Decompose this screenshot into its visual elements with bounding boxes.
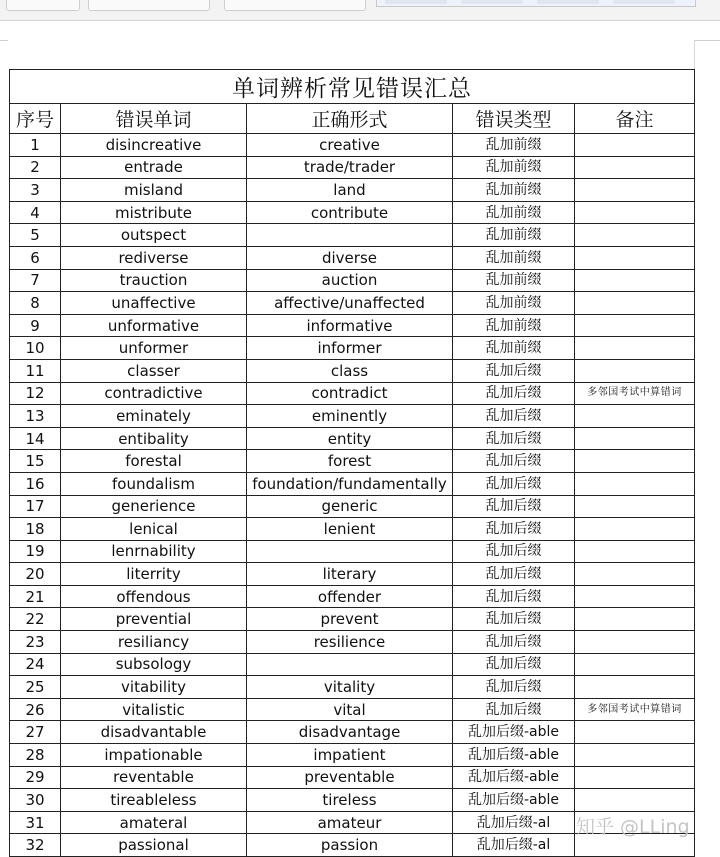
cell-correct-form [247,540,453,563]
table-row [10,653,695,676]
cell-correct-form: passion [247,834,453,857]
cell-wrong-word: mistribute [61,201,247,224]
cell-number: 27 [10,721,61,744]
cell-wrong-word: tireableless [61,789,247,812]
style-chip[interactable] [537,0,599,4]
cell-note [575,563,695,586]
table-row [10,405,695,428]
table-row [10,540,695,563]
cell-note [575,472,695,495]
cell-number: 30 [10,789,61,812]
table-row [10,631,695,654]
cell-wrong-word: entrade [61,156,247,179]
table-row [10,608,695,631]
header-row [10,104,695,134]
table-row [10,382,695,405]
cell-error-type: 乱加后缀-able [453,789,575,812]
cell-correct-form: disadvantage [247,721,453,744]
cell-error-type: 乱加后缀 [453,631,575,654]
cell-note [575,608,695,631]
cell-note [575,766,695,789]
cell-number: 21 [10,585,61,608]
cell-correct-form: trade/trader [247,156,453,179]
cell-error-type: 乱加后缀 [453,540,575,563]
table-row [10,495,695,518]
cell-wrong-word: vitability [61,676,247,699]
cell-correct-form: contribute [247,201,453,224]
cell-wrong-word: literrity [61,563,247,586]
table-row [10,179,695,202]
cell-number: 28 [10,744,61,767]
cell-wrong-word: resiliancy [61,631,247,654]
cell-correct-form: land [247,179,453,202]
cell-wrong-word: unformer [61,337,247,360]
style-gallery[interactable] [376,0,696,7]
cell-wrong-word: eminately [61,405,247,428]
cell-wrong-word: contradictive [61,382,247,405]
cell-wrong-word: subsology [61,653,247,676]
table-row [10,134,695,157]
cell-error-type: 乱加后缀 [453,427,575,450]
cell-note [575,653,695,676]
cell-number: 15 [10,450,61,473]
cell-wrong-word: lenical [61,518,247,541]
cell-number: 26 [10,698,61,721]
cell-correct-form: literary [247,563,453,586]
cell-error-type: 乱加后缀-al [453,834,575,857]
table-row [10,472,695,495]
cell-correct-form: diverse [247,246,453,269]
cell-note [575,134,695,157]
cell-error-type: 乱加后缀-al [453,811,575,834]
cell-number: 29 [10,766,61,789]
table-row [10,292,695,315]
cell-error-type: 乱加前缀 [453,337,575,360]
table-row [10,427,695,450]
cell-number: 10 [10,337,61,360]
cell-wrong-word: classer [61,359,247,382]
cell-number: 23 [10,631,61,654]
cell-note [575,744,695,767]
cell-correct-form: entity [247,427,453,450]
cell-wrong-word: outspect [61,224,247,247]
table-row [10,314,695,337]
cell-error-type: 乱加后缀 [453,676,575,699]
table-row [10,201,695,224]
cell-error-type: 乱加前缀 [453,201,575,224]
table-row [10,766,695,789]
cell-error-type: 乱加后缀-able [453,721,575,744]
cell-number: 2 [10,156,61,179]
cell-note: 多邻国考试中算错词 [575,382,695,405]
cell-error-type: 乱加前缀 [453,224,575,247]
cell-correct-form: affective/unaffected [247,292,453,315]
page-margin-mark [694,40,695,70]
cell-correct-form: prevent [247,608,453,631]
table-row [10,585,695,608]
cell-error-type: 乱加后缀 [453,495,575,518]
table-row [10,518,695,541]
cell-wrong-word: passional [61,834,247,857]
cell-error-type: 乱加后缀 [453,450,575,473]
cell-note [575,246,695,269]
cell-number: 9 [10,314,61,337]
cell-number: 24 [10,653,61,676]
editor-toolbar [0,0,720,21]
table-row [10,359,695,382]
cell-wrong-word: offendous [61,585,247,608]
cell-correct-form: tireless [247,789,453,812]
cell-correct-form: amateur [247,811,453,834]
cell-note [575,201,695,224]
cell-correct-form: vitality [247,676,453,699]
header-error-type: 错误类型 [453,104,575,134]
toolbar-button[interactable] [6,0,80,11]
cell-wrong-word: rediverse [61,246,247,269]
cell-note [575,179,695,202]
cell-correct-form: impatient [247,744,453,767]
cell-number: 6 [10,246,61,269]
cell-number: 22 [10,608,61,631]
cell-note: 多邻国考试中算错词 [575,698,695,721]
cell-note [575,156,695,179]
cell-correct-form: generic [247,495,453,518]
cell-error-type: 乱加后缀 [453,698,575,721]
cell-note [575,427,695,450]
cell-wrong-word: amateral [61,811,247,834]
cell-error-type: 乱加前缀 [453,156,575,179]
cell-correct-form: contradict [247,382,453,405]
cell-correct-form: lenient [247,518,453,541]
cell-note [575,314,695,337]
cell-wrong-word: misland [61,179,247,202]
toolbar-button[interactable] [224,0,366,11]
cell-correct-form: foundation/fundamentally [247,472,453,495]
style-chip[interactable] [385,0,447,4]
cell-note [575,518,695,541]
table-row [10,450,695,473]
cell-note [575,789,695,812]
cell-wrong-word: impationable [61,744,247,767]
table-row [10,224,695,247]
cell-number: 1 [10,134,61,157]
table-row [10,156,695,179]
cell-note [575,585,695,608]
table-row [10,721,695,744]
cell-wrong-word: lenrnability [61,540,247,563]
toolbar-button[interactable] [88,0,210,11]
cell-note [575,405,695,428]
cell-wrong-word: disadvantable [61,721,247,744]
watermark: 知乎 @LLing [576,816,690,838]
cell-correct-form: vital [247,698,453,721]
page-margin-mark [0,40,8,41]
cell-error-type: 乱加后缀 [453,472,575,495]
cell-number: 3 [10,179,61,202]
cell-correct-form: eminently [247,405,453,428]
table-row [10,789,695,812]
cell-number: 13 [10,405,61,428]
cell-number: 8 [10,292,61,315]
cell-error-type: 乱加前缀 [453,179,575,202]
cell-number: 19 [10,540,61,563]
header-note: 备注 [575,104,695,134]
cell-number: 7 [10,269,61,292]
table-row [10,744,695,767]
cell-error-type: 乱加后缀 [453,405,575,428]
cell-note [575,495,695,518]
cell-number: 4 [10,201,61,224]
cell-wrong-word: foundalism [61,472,247,495]
cell-error-type: 乱加后缀 [453,382,575,405]
cell-number: 16 [10,472,61,495]
cell-error-type: 乱加前缀 [453,134,575,157]
cell-wrong-word: trauction [61,269,247,292]
cell-error-type: 乱加前缀 [453,269,575,292]
cell-wrong-word: vitalistic [61,698,247,721]
cell-error-type: 乱加后缀 [453,563,575,586]
cell-wrong-word: prevential [61,608,247,631]
header-number: 序号 [10,104,61,134]
cell-number: 31 [10,811,61,834]
cell-note [575,631,695,654]
cell-wrong-word: generience [61,495,247,518]
word-error-table [9,69,695,857]
cell-note [575,540,695,563]
cell-error-type: 乱加前缀 [453,314,575,337]
cell-number: 11 [10,359,61,382]
cell-error-type: 乱加后缀 [453,653,575,676]
cell-wrong-word: disincreative [61,134,247,157]
table-title: 单词辨析常见错误汇总 [10,70,695,104]
table-row [10,698,695,721]
cell-error-type: 乱加后缀 [453,608,575,631]
cell-correct-form: class [247,359,453,382]
cell-number: 14 [10,427,61,450]
cell-note [575,337,695,360]
cell-wrong-word: entibality [61,427,247,450]
cell-number: 12 [10,382,61,405]
cell-wrong-word: reventable [61,766,247,789]
table-row [10,563,695,586]
header-wrong-word: 错误单词 [61,104,247,134]
cell-wrong-word: unformative [61,314,247,337]
cell-correct-form: offender [247,585,453,608]
cell-note [575,676,695,699]
cell-note [575,450,695,473]
cell-wrong-word: unaffective [61,292,247,315]
table-row [10,269,695,292]
cell-note [575,292,695,315]
cell-correct-form: resilience [247,631,453,654]
cell-wrong-word: forestal [61,450,247,473]
style-chip[interactable] [613,0,675,4]
cell-number: 25 [10,676,61,699]
cell-error-type: 乱加后缀 [453,518,575,541]
cell-correct-form: informative [247,314,453,337]
cell-error-type: 乱加前缀 [453,246,575,269]
table-row [10,676,695,699]
cell-correct-form: forest [247,450,453,473]
cell-error-type: 乱加后缀 [453,359,575,382]
table-row [10,246,695,269]
style-chip[interactable] [461,0,523,4]
cell-note [575,721,695,744]
cell-correct-form [247,653,453,676]
cell-number: 17 [10,495,61,518]
cell-note [575,224,695,247]
cell-correct-form: auction [247,269,453,292]
header-correct-form: 正确形式 [247,104,453,134]
cell-number: 18 [10,518,61,541]
cell-note [575,359,695,382]
table-row [10,337,695,360]
cell-correct-form [247,224,453,247]
cell-correct-form: preventable [247,766,453,789]
cell-error-type: 乱加后缀 [453,585,575,608]
cell-error-type: 乱加后缀-able [453,744,575,767]
cell-number: 32 [10,834,61,857]
cell-correct-form: informer [247,337,453,360]
cell-number: 20 [10,563,61,586]
cell-number: 5 [10,224,61,247]
page-margin-mark [694,40,720,41]
cell-error-type: 乱加前缀 [453,292,575,315]
cell-error-type: 乱加后缀-able [453,766,575,789]
cell-note [575,269,695,292]
cell-correct-form: creative [247,134,453,157]
